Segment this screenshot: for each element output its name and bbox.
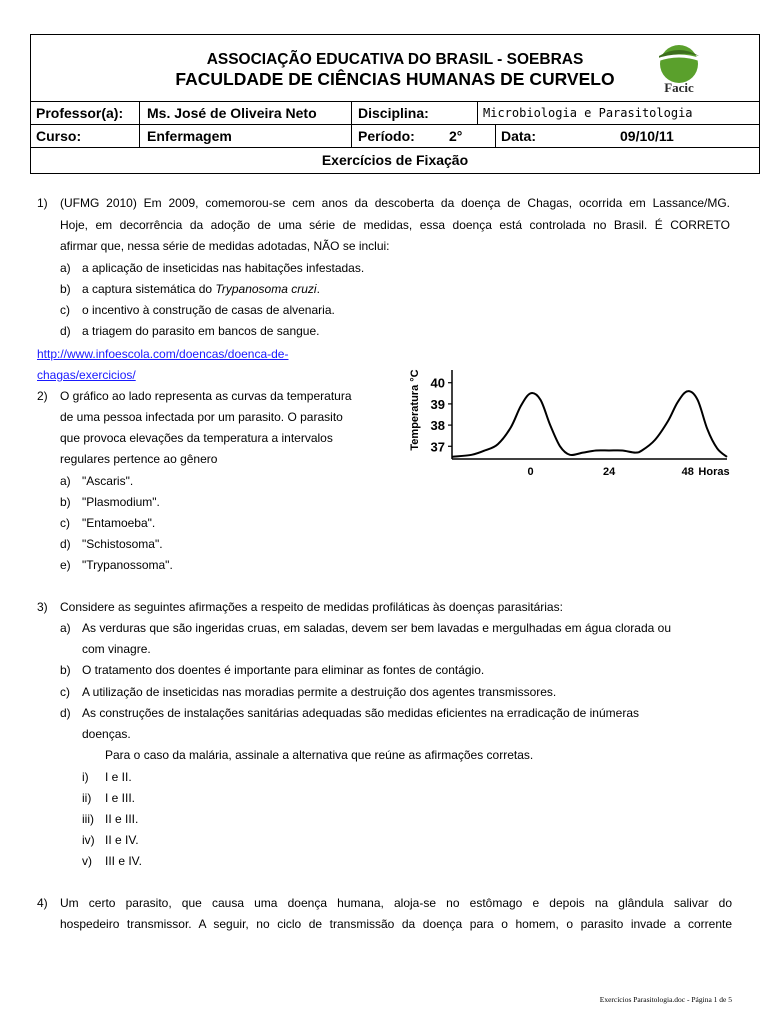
q3-d-label: d) (60, 706, 71, 720)
x-tick-label-24: 24 (603, 466, 616, 478)
q2-line1: O gráfico ao lado representa as curvas da temperatura (60, 389, 352, 403)
q3-option-i-label: i) (82, 770, 89, 784)
q1-option-b (82, 282, 320, 297)
q3-prompt: Para o caso da malária, assinale a alternativa que reúne as afirmações corretas. (105, 748, 534, 762)
q3-b: O tratamento dos doentes é importante para eliminar as fontes de contágio. (82, 663, 485, 677)
q3-c-label: c) (60, 685, 70, 699)
header-table (30, 34, 760, 174)
y-axis-label: Temperatura °C (409, 369, 421, 451)
q2-option-e: "Trypanossoma". (82, 558, 173, 572)
discipline-label: Disciplina: (358, 105, 429, 121)
title-row (31, 148, 759, 173)
page-title: Exercícios de Fixação (321, 152, 469, 168)
professor-row (31, 102, 759, 125)
q1-number: 1) (37, 196, 48, 210)
professor-value: Ms. José de Oliveira Neto (147, 105, 317, 121)
q1-source-link-line2[interactable]: chagas/exercicios/ (37, 368, 136, 382)
q1-option-b-pre: a captura sistemática do (82, 282, 216, 296)
q3-option-i: I e II. (105, 770, 132, 784)
q3-a-label: a) (60, 621, 71, 635)
q1-source-link-line1[interactable]: http://www.infoescola.com/doencas/doenca-de- (37, 347, 289, 361)
q2-option-e-label: e) (60, 558, 71, 572)
q2-option-c: "Entamoeba". (82, 516, 156, 530)
q3-intro: Considere as seguintes afirmações a respeito de medidas profiláticas às doenças parasitárias: (60, 600, 563, 614)
q1-line2: Hoje, em decorrência da adoção de uma série de medidas, essa doença está controlada no Brasil. É CORRETO (60, 218, 730, 232)
q3-c: A utilização de inseticidas nas moradias permite a destruição dos agentes transmissores. (82, 685, 557, 699)
q1-option-b-post: . (316, 282, 320, 296)
page-footer: Exercícios Parasitologia.doc - Página 1 de 5 (599, 995, 732, 1004)
q3-option-v: III e IV. (105, 854, 142, 868)
q3-option-iv-label: iv) (82, 833, 95, 847)
q1-line3: afirmar que, nessa série de medidas adotadas, NÃO se inclui: (60, 239, 390, 253)
q3-b-label: b) (60, 663, 71, 677)
facic-logo-icon (649, 38, 707, 96)
q1-option-b-species: Trypanosoma cruzi (215, 282, 317, 296)
q2-number: 2) (37, 389, 48, 403)
header-title-area (31, 35, 759, 102)
period-value: 2° (449, 128, 463, 144)
q3-d-line2: doenças. (82, 727, 131, 741)
y-tick-label-40: 40 (430, 375, 445, 391)
course-label: Curso: (36, 128, 82, 144)
q1-option-d-label: d) (60, 324, 71, 338)
date-value: 09/10/11 (620, 128, 674, 144)
q3-d-line1: As construções de instalações sanitárias adequadas são medidas eficientes na erradicação de inúmeras (82, 706, 639, 720)
x-axis-label: Horas (698, 466, 730, 478)
q3-a-line1: As verduras que são ingeridas cruas, em saladas, devem ser bem lavadas e mergulhadas em água clorada ou (82, 621, 671, 635)
y-tick-label-38: 38 (430, 418, 445, 434)
q1-option-a-label: a) (60, 261, 71, 275)
q4-line2: hospedeiro transmissor. A seguir, no ciclo de transmissão da doença para o homem, o parasito invade a corrente (60, 917, 732, 931)
q3-option-ii-label: ii) (82, 791, 92, 805)
course-value: Enfermagem (147, 128, 232, 144)
q4-number: 4) (37, 896, 48, 910)
association-name: ASSOCIAÇÃO EDUCATIVA DO BRASIL - SOEBRAS (206, 51, 584, 68)
x-tick-label-0: 0 (527, 466, 534, 478)
q3-option-ii: I e III. (105, 791, 136, 805)
q2-option-a: "Ascaris". (82, 474, 134, 488)
x-tick-label-48: 48 (681, 466, 694, 478)
q1-option-d: a triagem do parasito em bancos de sangue. (82, 324, 320, 338)
professor-label: Professor(a): (36, 105, 124, 121)
q2-line4: regulares pertence ao gênero (60, 452, 218, 466)
q2-option-c-label: c) (60, 516, 70, 530)
q3-option-iii: II e III. (105, 812, 139, 826)
q2-option-a-label: a) (60, 474, 71, 488)
faculty-name: FACULDADE DE CIÊNCIAS HUMANAS DE CURVELO (175, 69, 615, 89)
y-tick-label-39: 39 (430, 396, 445, 412)
q3-a-line2: com vinagre. (82, 642, 151, 656)
q2-option-b-label: b) (60, 495, 71, 509)
temperature-series-line (452, 391, 727, 457)
q1-option-b-label: b) (60, 282, 71, 296)
q2-option-d-label: d) (60, 537, 71, 551)
q2-option-b: "Plasmodium". (82, 495, 160, 509)
discipline-value: Microbiologia e Parasitologia (483, 106, 693, 120)
q2-line2: de uma pessoa infectada por um parasito. O parasito (60, 410, 343, 424)
q4-line1: Um certo parasito, que causa uma doença humana, aloja-se no estômago e depois na glândula salivar do (60, 896, 732, 910)
q1-line1: (UFMG 2010) Em 2009, comemorou-se cem anos da descoberta da doença de Chagas, ocorrida em Lassance/MG. (60, 196, 730, 210)
q1-option-a: a aplicação de inseticidas nas habitações infestadas. (82, 261, 365, 275)
date-label: Data: (501, 128, 537, 144)
q3-option-iv: II e IV. (105, 833, 139, 847)
q2-option-d: "Schistosoma". (82, 537, 163, 551)
q3-number: 3) (37, 600, 48, 614)
course-row (31, 125, 759, 148)
q1-option-c: o incentivo à construção de casas de alvenaria. (82, 303, 335, 317)
temperature-chart (402, 360, 742, 484)
q3-option-v-label: v) (82, 854, 92, 868)
q1-option-c-label: c) (60, 303, 70, 317)
q3-option-iii-label: iii) (82, 812, 94, 826)
logo-text: Facic (664, 80, 694, 95)
period-label: Período: (358, 128, 415, 144)
y-tick-label-37: 37 (430, 439, 445, 455)
q2-line3: que provoca elevações da temperatura a intervalos (60, 431, 333, 445)
